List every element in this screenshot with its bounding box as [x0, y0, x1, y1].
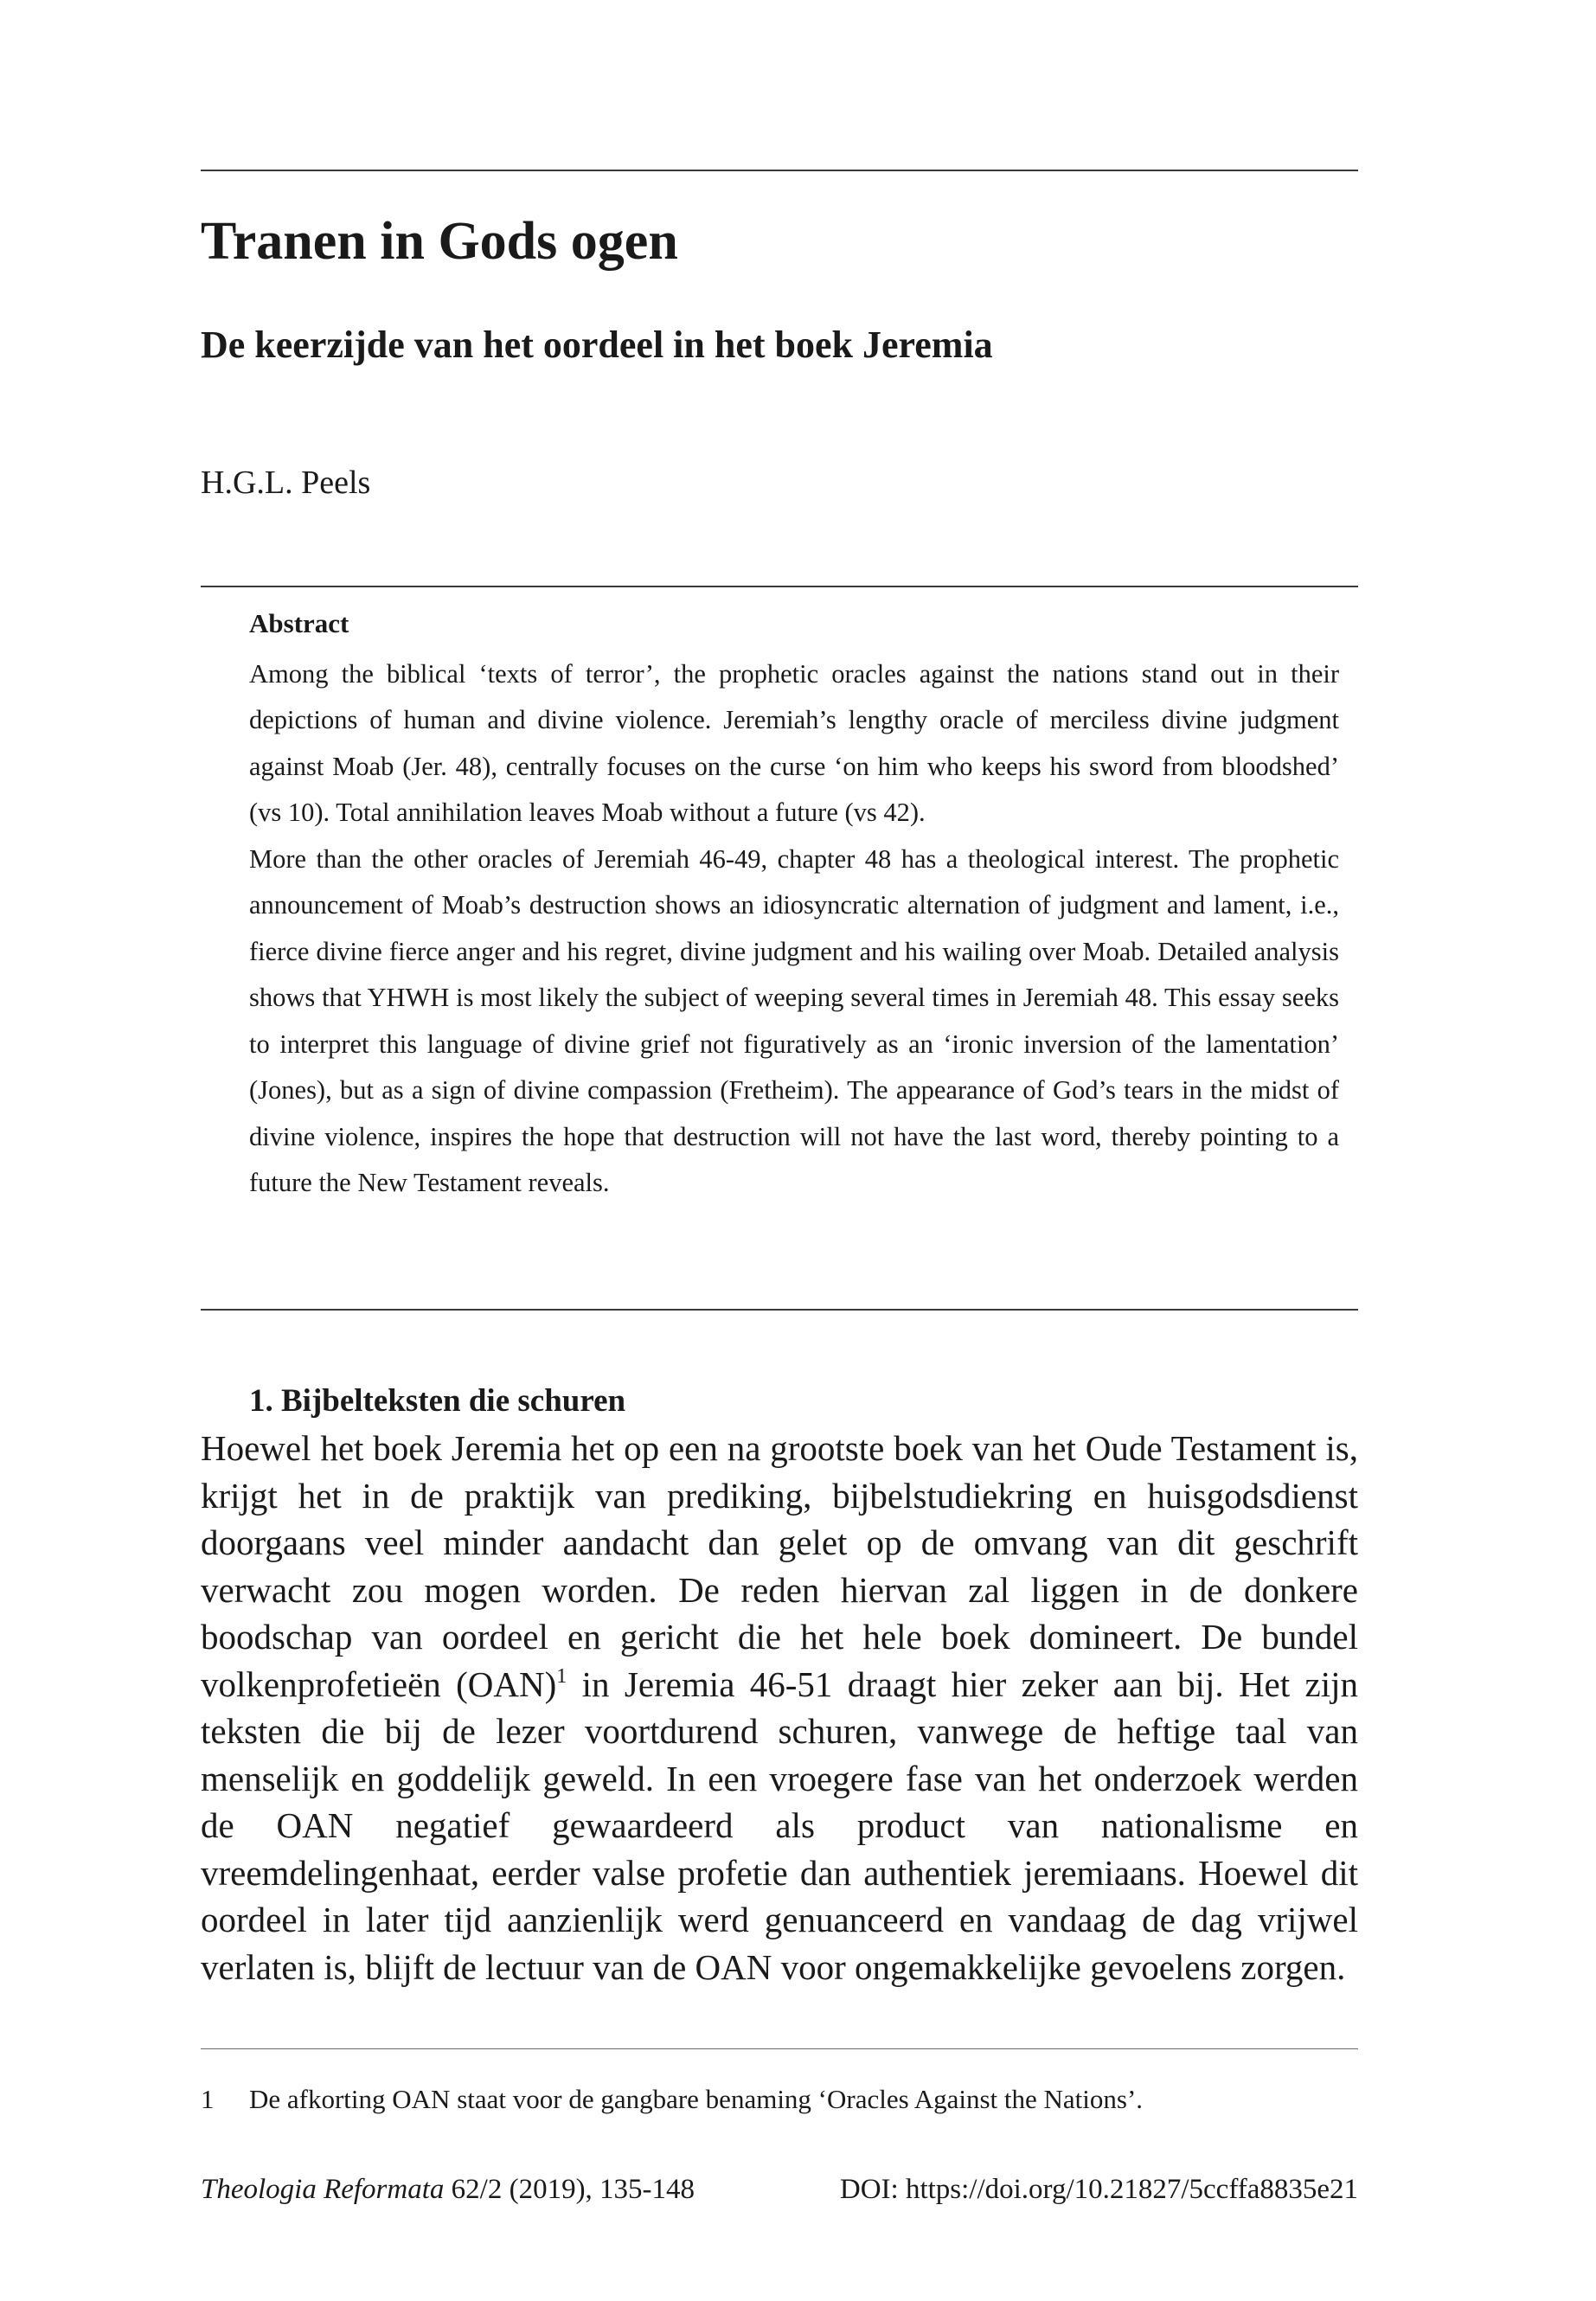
page-footer	[201, 2171, 1358, 2208]
top-rule	[201, 170, 1358, 171]
paper-page	[201, 0, 1358, 2301]
section-heading: 1. Bijbelteksten die schuren	[249, 1383, 626, 1419]
abstract-paragraph-2: More than the other oracles of Jeremiah 46-49, chapter 48 has a theological interest. The prophetic announcement of Moab’s destruction shows an idiosyncratic alternation of judgment and lament, i.e., fierce divine fierce anger and his regret, divine judgment and his wailing over Moab. Detailed analysis shows that YHWH is most likely the subject of weeping several times in Jeremiah 48. This essay seeks to interpret this language of divine grief not figuratively as an ‘ironic inversion of the lamentation’ (Jones), but as a sign of divine compassion (Fretheim). The appearance of God’s tears in the midst of divine violence, inspires the hope that destruction will not have the last word, thereby pointing to a future the New Testament reveals.	[249, 843, 1339, 1198]
abstract-bottom-rule	[201, 1309, 1358, 1311]
abstract-paragraph-1: Among the biblical ‘texts of terror’, the prophetic oracles against the nations stand out in their depictions of human and divine violence. Jeremiah’s lengthy oracle of merciless divine judgment against Moab (Jer. 48), centrally focuses on the curse ‘on him who keeps his sword from bloodshed’ (vs 10). Total annihilation leaves Moab without a future (vs 42).	[249, 658, 1339, 828]
body-text-part-2: in Jeremia 46-51 draagt hier zeker aan bij. Het zijn teksten die bij de lezer voortdurend schuren, vanwege de heftige taal van menselijk en goddelijk geweld. In een vroegere fase van het onderzoek werden de OAN negatief gewaardeerd als product van nationalisme en vreemdelingenhaat, eerder valse profetie dan authentiek jeremiaans. Hoewel dit oordeel in later tijd aanzienlijk werd genuanceerd en vandaag de dag vrijwel verlaten is, blijft de lectuur van de OAN voor ongemakkelijke gevoelens zorgen.	[201, 1663, 1358, 1987]
article-subtitle: De keerzijde van het oordeel in het boek Jeremia	[201, 324, 993, 366]
body-paragraph	[201, 1425, 1358, 1990]
doi-link[interactable]: DOI: https://doi.org/10.21827/5ccffa8835e21	[839, 2174, 1358, 2205]
abstract-block	[249, 607, 1339, 1207]
abstract-heading: Abstract	[249, 608, 349, 638]
journal-issue: 62/2 (2019), 135-148	[444, 2174, 695, 2205]
abstract-top-rule	[201, 586, 1358, 587]
footnote-text: De afkorting OAN staat voor de gangbare benaming ‘Oracles Against the Nations’.	[249, 2084, 1144, 2114]
journal-name: Theologia Reformata	[201, 2174, 445, 2205]
footnote-rule	[201, 2048, 1358, 2049]
footnote-number: 1	[201, 2084, 215, 2114]
footnote-reference[interactable]: 1	[556, 1664, 567, 1688]
body-text-part-1: Hoewel het boek Jeremia het op een na grootste boek van het Oude Testament is, krijgt het in de praktijk van prediking, bijbelstudiekring en huisgodsdienst doorgaans veel minder aandacht dan gelet op de omvang van dit geschrift verwacht zou mogen worden. De reden hiervan zal liggen in de donkere boodschap van oordeel en gericht die het hele boek domineert. De bundel volkenprofetieën (OAN)	[201, 1428, 1358, 1704]
article-title: Tranen in Gods ogen	[201, 212, 678, 271]
author-name: H.G.L. Peels	[201, 465, 371, 501]
